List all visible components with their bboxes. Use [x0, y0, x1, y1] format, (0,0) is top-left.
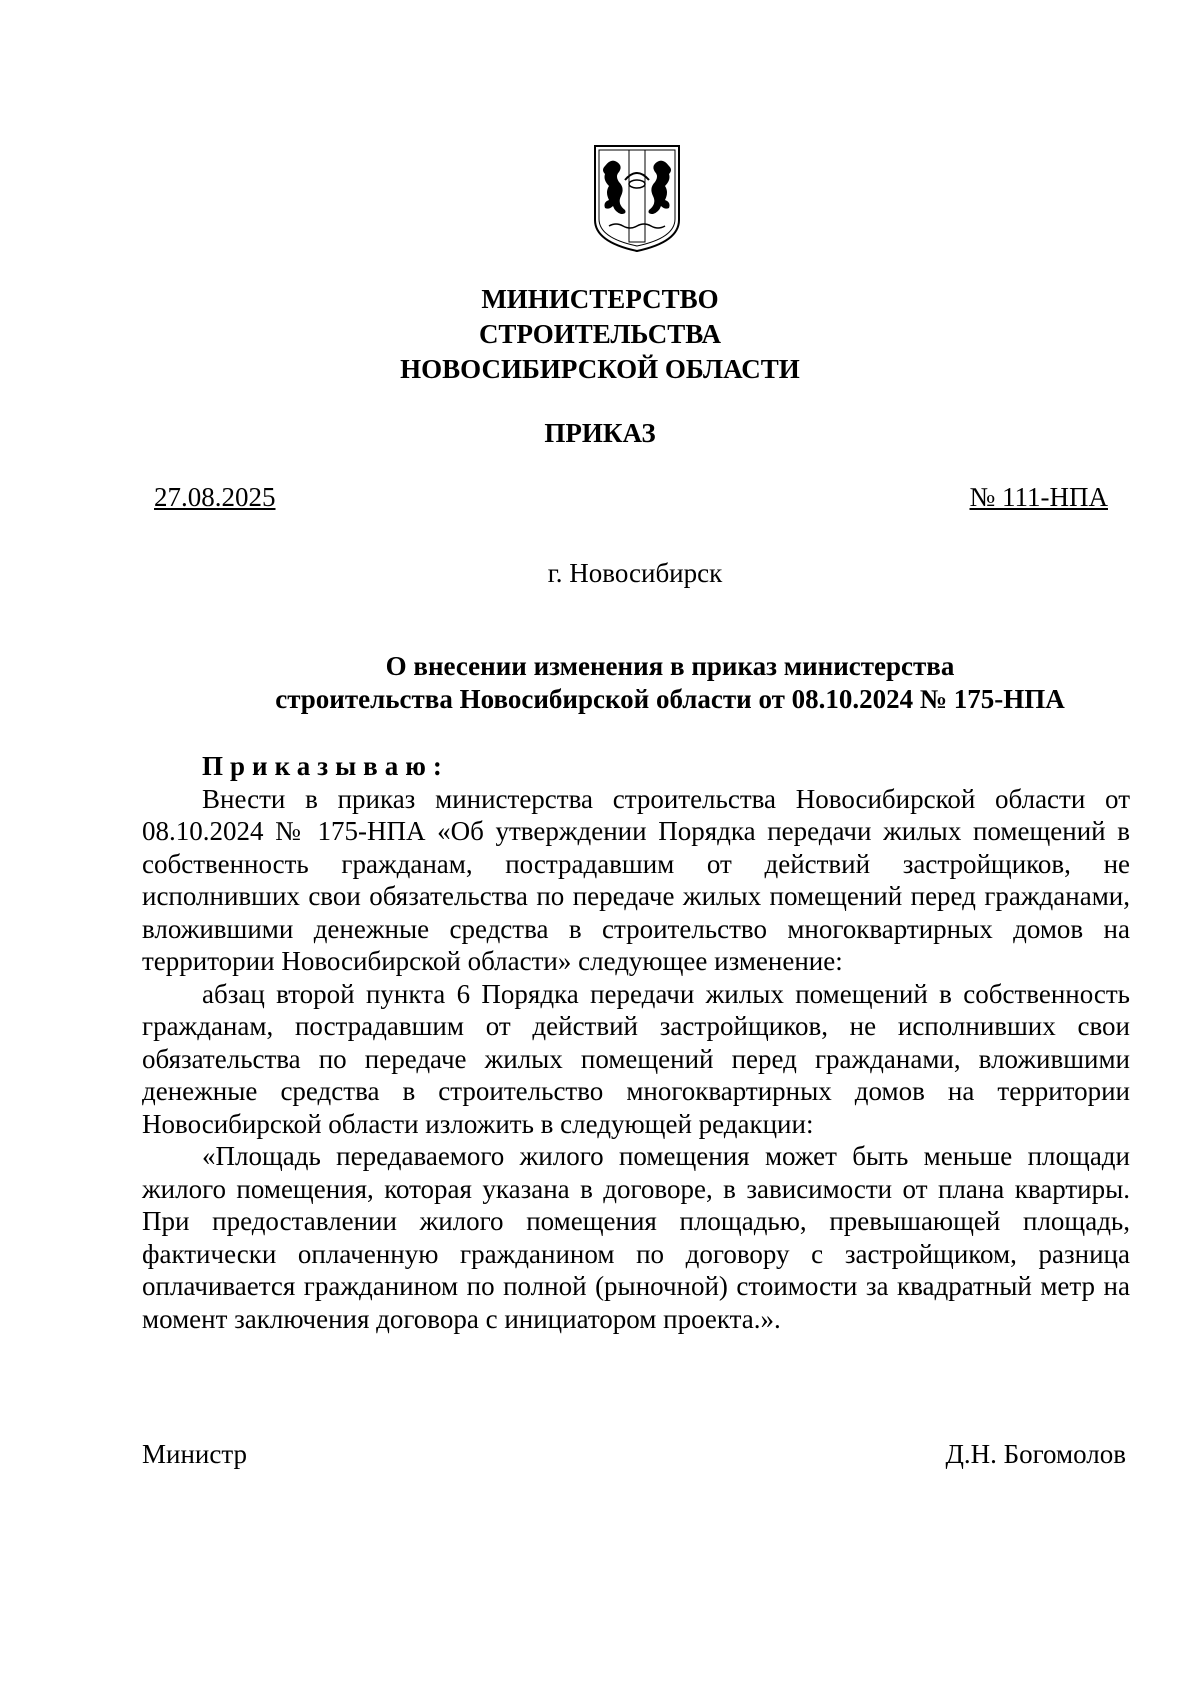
document-city: г. Новосибирск	[547, 558, 723, 588]
subject-line: строительства Новосибирской области от 08.10.2024 № 175-НПА	[275, 684, 1065, 714]
document-subject	[0, 650, 1200, 716]
ministry-line: МИНИСТЕРСТВО	[481, 284, 719, 314]
document-number: № 111-НПА	[969, 482, 1108, 512]
signature-role: Министр	[142, 1439, 247, 1469]
coat-of-arms-icon	[591, 142, 683, 254]
body-paragraph: абзац второй пункта 6 Порядка передачи жилых помещений в собственность гражданам, пострадавшим от действий застройщиков, не исполнивших свои обязательства по передаче жилых помещений перед гражданами, вложившими денежные средства в строительство многоквартирных домов на территории Новосибирской области изложить в следующей редакции:	[142, 978, 1130, 1139]
subject-line: О внесении изменения в приказ министерства	[385, 651, 955, 681]
order-directive: Приказываю:	[202, 751, 449, 781]
ministry-header	[0, 282, 1200, 387]
document-type-title: ПРИКАЗ	[544, 418, 656, 448]
body-paragraph: Внести в приказ министерства строительства Новосибирской области от 08.10.2024 № 175-НПА «Об утверждении Порядка передачи жилых помещений в собственность гражданам, пострадавшим от действий застройщиков, не исполнивших свои обязательства по передаче жилых помещений перед гражданами, вложившими денежные средства в строительство многоквартирных домов на территории Новосибирской области» следующее изменение:	[142, 783, 1130, 976]
signature-name: Д.Н. Богомолов	[945, 1439, 1126, 1469]
ministry-line: СТРОИТЕЛЬСТВА	[478, 319, 722, 349]
body-paragraph: «Площадь передаваемого жилого помещения может быть меньше площади жилого помещения, которая указана в договоре, в зависимости от плана квартиры. При предоставлении жилого помещения площадью, превышающей площадь, фактически оплаченную гражданином по договору с застройщиком, разница оплачивается гражданином по полной (рыночной) стоимости за квадратный метр на момент заключения договора с инициатором проекта.».	[142, 1141, 1130, 1334]
ministry-line: НОВОСИБИРСКОЙ ОБЛАСТИ	[400, 354, 800, 384]
document-body	[142, 750, 1130, 1335]
document-date: 27.08.2025	[154, 482, 276, 512]
